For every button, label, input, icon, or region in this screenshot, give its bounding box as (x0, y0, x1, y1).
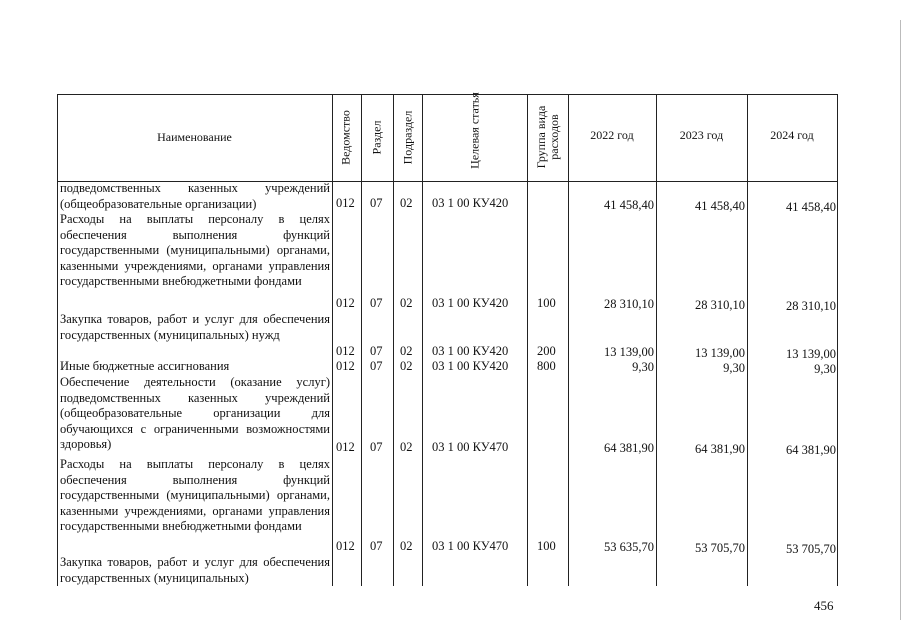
cell-2022: 28 310,10 (604, 297, 654, 311)
col-line (527, 94, 528, 586)
table-row-name: Закупка товаров, работ и услуг для обеспечения государственных (муниципальных) (60, 555, 330, 585)
cell-2024: 53 705,70 (786, 542, 836, 556)
cell-vr: 100 (537, 539, 556, 553)
cell-podr: 02 (400, 440, 413, 454)
cell-razd: 07 (370, 344, 383, 358)
cell-cs: 03 1 00 КУ470 (432, 539, 509, 553)
header-gruppa: Группа вида расходов (534, 105, 561, 169)
cell-razd: 07 (370, 539, 383, 553)
cell-cs: 03 1 00 КУ470 (432, 440, 509, 454)
cell-2023: 28 310,10 (695, 298, 745, 312)
cell-2023: 64 381,90 (695, 442, 745, 456)
col-line (747, 94, 748, 586)
cell-ved: 012 (336, 539, 355, 553)
col-line (837, 94, 838, 586)
cell-2023: 53 705,70 (695, 541, 745, 555)
cell-ved: 012 (336, 359, 355, 373)
cell-podr: 02 (400, 539, 413, 553)
header-2022: 2022 год (590, 128, 634, 142)
cell-2024: 9,30 (814, 362, 836, 376)
header-podrazdel: Подраздел (400, 110, 415, 165)
cell-2024: 28 310,10 (786, 299, 836, 313)
table-row-name: Иные бюджетные ассигнования (60, 359, 230, 373)
header-2023: 2023 год (679, 128, 724, 142)
cell-2022: 53 635,70 (604, 540, 654, 554)
cell-razd: 07 (370, 440, 383, 454)
cell-cs: 03 1 00 КУ420 (432, 196, 509, 210)
col-line (332, 94, 333, 586)
cell-2024: 41 458,40 (786, 200, 836, 214)
header-vedomstvo: Ведомство (338, 110, 353, 165)
cell-vr: 200 (537, 344, 556, 358)
cell-2023: 9,30 (723, 361, 745, 375)
cell-cs: 03 1 00 КУ420 (432, 296, 509, 310)
cell-2022: 9,30 (632, 360, 654, 374)
table-row-name: Расходы на выплаты персоналу в целях обеспечения выполнения функций государственными (муниципальными) органами, казенными учреждениями, органами управления государственными внебюджетными фондами (60, 457, 330, 533)
cell-podr: 02 (400, 296, 413, 310)
scan-edge (900, 20, 901, 620)
col-line (568, 94, 569, 586)
cell-vr: 800 (537, 359, 556, 373)
cell-2022: 13 139,00 (604, 345, 654, 359)
cell-2022: 41 458,40 (604, 198, 654, 212)
cell-cs: 03 1 00 КУ420 (432, 359, 509, 373)
col-line (57, 94, 58, 586)
cell-razd: 07 (370, 196, 383, 210)
col-line (361, 94, 362, 586)
header-celevaya: Целевая статья (467, 92, 482, 169)
cell-podr: 02 (400, 344, 413, 358)
col-line (393, 94, 394, 586)
cell-ved: 012 (336, 196, 355, 210)
cell-2022: 64 381,90 (604, 441, 654, 455)
cell-podr: 02 (400, 196, 413, 210)
cell-vr: 100 (537, 296, 556, 310)
header-name: Наименование (157, 130, 232, 144)
cell-ved: 012 (336, 344, 355, 358)
col-line (422, 94, 423, 586)
cell-razd: 07 (370, 296, 383, 310)
cell-razd: 07 (370, 359, 383, 373)
cell-2024: 64 381,90 (786, 443, 836, 457)
cell-2023: 41 458,40 (695, 199, 745, 213)
header-razdel: Раздел (369, 120, 384, 155)
col-line (656, 94, 657, 586)
cell-podr: 02 (400, 359, 413, 373)
cell-2024: 13 139,00 (786, 347, 836, 361)
table-row-name: Расходы на выплаты персоналу в целях обеспечения выполнения функций государственными (муниципальными) органами, казенными учреждениями, органами управления государственными внебюджетными фондами (60, 212, 330, 288)
table-row-name: Обеспечение деятельности (оказание услуг) подведомственных казенных учреждений (общеобразовательные организации для обучающихся с ограниченными возможностями здоровья) (60, 375, 330, 451)
page-number: 456 (814, 598, 834, 613)
cell-ved: 012 (336, 296, 355, 310)
header-2024: 2024 год (770, 128, 814, 142)
table-row-name: Закупка товаров, работ и услуг для обеспечения государственных (муниципальных) нужд (60, 312, 330, 342)
table-row-name: подведомственных казенных учреждений (общеобразовательные организации) (60, 181, 330, 211)
cell-ved: 012 (336, 440, 355, 454)
cell-2023: 13 139,00 (695, 346, 745, 360)
cell-cs: 03 1 00 КУ420 (432, 344, 509, 358)
